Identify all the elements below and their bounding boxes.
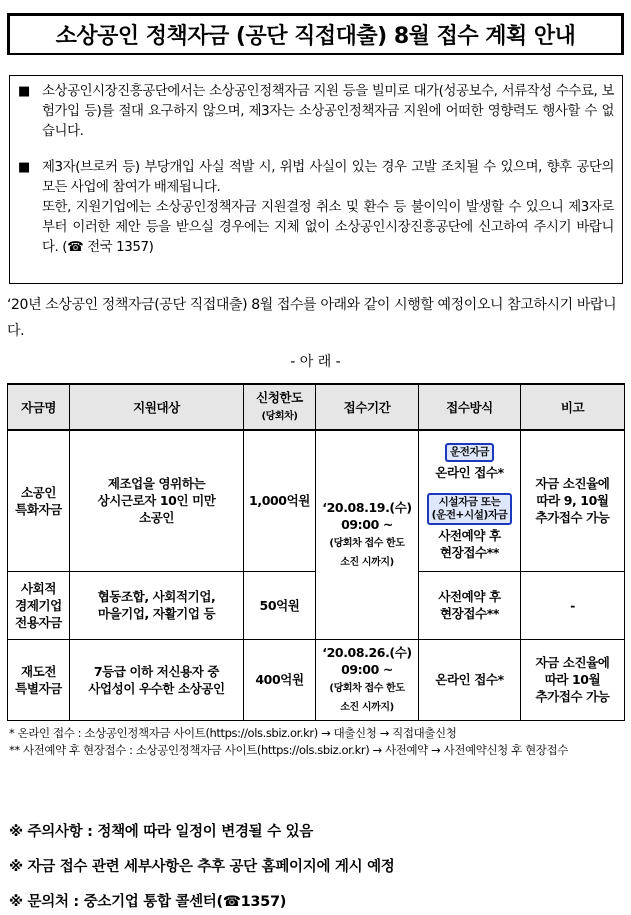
footnote-online: * 온라인 접수 : 소상공인정책자금 사이트(https://ols.sbiz.or.kr) → 대출신청 → 직접대출신청	[9, 726, 457, 740]
warning-notice-box	[9, 75, 623, 284]
method-cell: 운전자금 온라인 접수* 시설자금 또는 (운전+시설)자금 사전예약 후 현장접수**	[419, 430, 521, 571]
square-bullet-icon: ■	[18, 84, 30, 99]
target-cell: 7등급 이하 저신용자 중 사업성이 우수한 소상공인	[70, 639, 244, 720]
facility-fund-tag: 시설자금 또는 (운전+시설)자금	[427, 493, 513, 525]
table-row	[8, 430, 625, 571]
period-cell: ‘20.08.26.(수) 09:00 ~ (당회차 접수 한도 소진 시까지)	[316, 639, 419, 720]
page-title: 소상공인 정책자금 (공단 직접대출) 8월 접수 계획 안내	[7, 13, 624, 55]
notice-text-2b: 또한, 지원기업에는 소상공인정책자금 지원결정 취소 및 환수 등 불이익이 발생할 수 있으니 제3자로부터 이러한 제안 등을 받으실 경우에는 지체 없이 소상공인시장진흥공단에 신고하여 주시기 바랍니다. (☎ 전국 1357)	[42, 200, 614, 255]
below-label: - 아 래 -	[290, 354, 341, 370]
limit-cell: 50억원	[244, 571, 316, 639]
header-note: 비고	[521, 384, 625, 430]
fund-name-cell: 소공인 특화자금	[8, 430, 70, 571]
limit-cell: 400억원	[244, 639, 316, 720]
header-fund-name: 자금명	[8, 384, 70, 430]
note-cell: 자금 소진율에 따라 9, 10월 추가접수 가능	[521, 430, 625, 571]
header-method: 접수방식	[419, 384, 521, 430]
square-bullet-icon: ■	[18, 160, 30, 175]
target-cell: 제조업을 영위하는 상시근로자 10인 미만 소공인	[70, 430, 244, 571]
header-target: 지원대상	[70, 384, 244, 430]
notice-paragraph	[18, 82, 614, 142]
notice-text-1: 소상공인시장진흥공단에서는 소상공인정책자금 지원 등을 빌미로 대가(성공보수, 서류작성 수수료, 보험가입 등)를 절대 요구하지 않으며, 제3자는 소상공인정책자금 지원에 어떠한 영향력도 행사할 수 없습니다.	[42, 84, 614, 139]
target-cell: 협동조합, 사회적기업, 마을기업, 자활기업 등	[70, 571, 244, 639]
footnote-onsite: ** 사전예약 후 현장접수 : 소상공인정책자금 사이트(https://ols.sbiz.or.kr) → 사전예약 → 사전예약신청 후 현장접수	[9, 743, 568, 757]
footnotes	[9, 725, 624, 759]
details-note: ※ 자금 접수 관련 세부사항은 추후 공단 홈페이지에 게시 예정	[9, 859, 395, 875]
fund-name-cell: 재도전 특별자금	[8, 639, 70, 720]
limit-cell: 1,000억원	[244, 430, 316, 571]
period-cell: ‘20.08.19.(수) 09:00 ~ (당회차 접수 한도 소진 시까지)	[316, 430, 419, 639]
method-cell: 사전예약 후 현장접수**	[419, 571, 521, 639]
intro-text: ‘20년 소상공인 정책자금(공단 직접대출) 8월 접수를 아래와 같이 시행할 예정이오니 참고하시기 바랍니다.	[7, 297, 617, 339]
header-period: 접수기간	[316, 384, 419, 430]
method-cell: 온라인 접수*	[419, 639, 521, 720]
notice-paragraph	[18, 158, 614, 258]
note-cell: 자금 소진율에 따라 10월 추가접수 가능	[521, 639, 625, 720]
table-header-row	[8, 384, 625, 430]
caution-note: ※ 주의사항 : 정책에 따라 일정이 변경될 수 있음	[9, 824, 314, 840]
operating-fund-tag: 운전자금	[445, 443, 494, 462]
schedule-table	[7, 383, 625, 721]
notice-text-2a: 제3자(브로커 등) 부당개입 사실 적발 시, 위법 사실이 있는 경우 고발 조치될 수 있으며, 향후 공단의 모든 사업에 참여가 배제됩니다.	[42, 160, 614, 195]
note-cell: -	[521, 571, 625, 639]
header-limit: 신청한도 (당회차)	[244, 384, 316, 430]
fund-name-cell: 사회적 경제기업 전용자금	[8, 571, 70, 639]
contact-note: ※ 문의처 : 중소기업 통합 콜센터(☎1357)	[9, 894, 287, 910]
table-row	[8, 639, 625, 720]
